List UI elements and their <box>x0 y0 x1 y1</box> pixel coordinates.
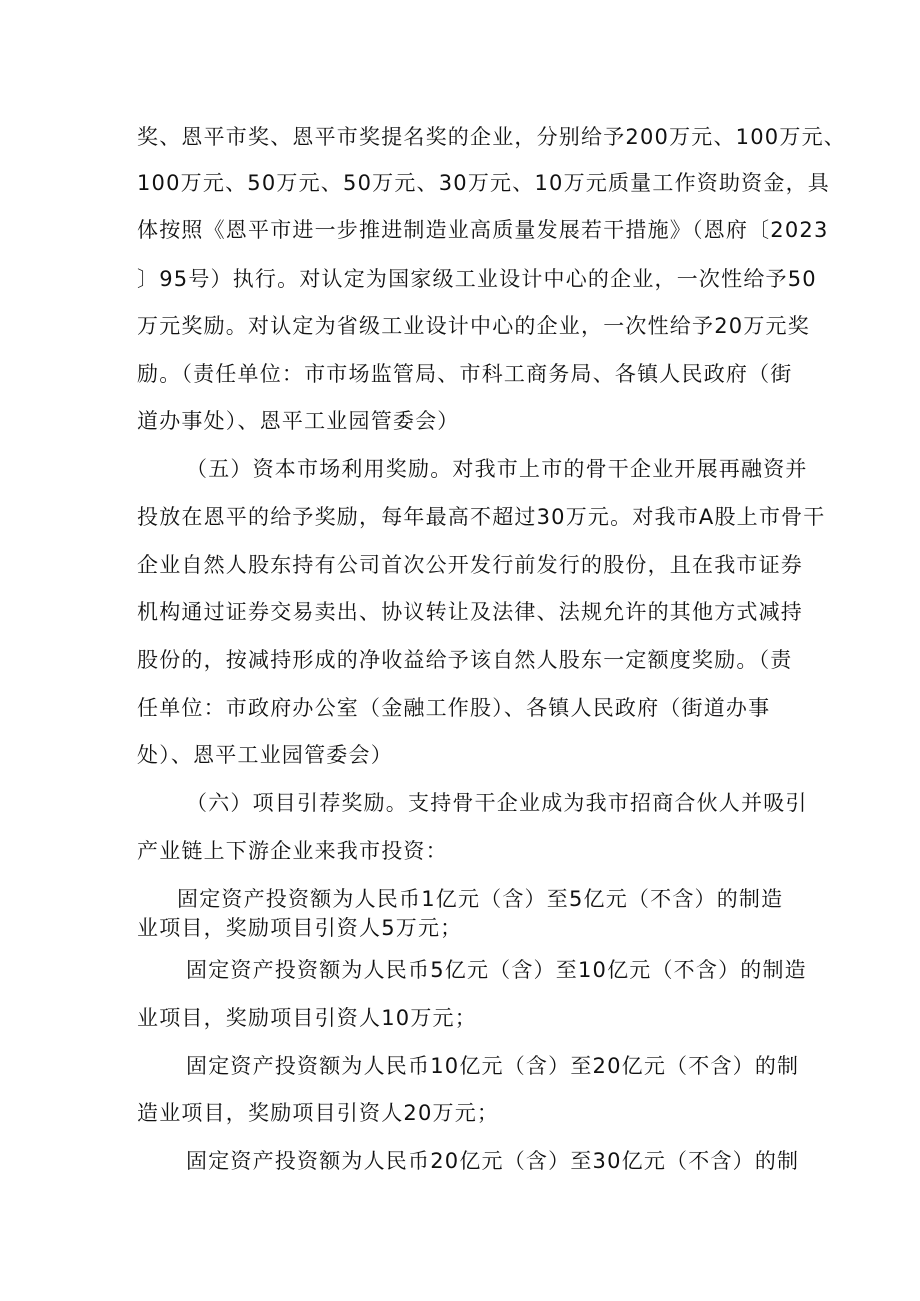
tier-item-1: 固定资产投资额为人民币1亿元（含）至5亿元（不含）的制造 <box>177 887 784 911</box>
text-line: 奖、恩平市奖、恩平市奖提名奖的企业，分别给予200万元、100万元、 <box>137 125 846 149</box>
text-line: 道办事处）、恩平工业园管委会） <box>137 409 460 433</box>
text-line: 〕95号）执行。对认定为国家级工业设计中心的企业，一次性给予50 <box>137 267 817 291</box>
text-line: 投放在恩平的给予奖励，每年最高不超过30万元。对我市A股上市骨干 <box>137 505 826 529</box>
tier-item-3: 固定资产投资额为人民币10亿元（含）至20亿元（不含）的制 <box>186 1054 800 1078</box>
text-line: 100万元、50万元、50万元、30万元、10万元质量工作资助资金，具 <box>137 171 830 195</box>
text-line: 业项目，奖励项目引资人5万元； <box>137 916 463 940</box>
text-line: 股份的，按减持形成的净收益给予该自然人股东一定额度奖励。（责 <box>137 648 793 672</box>
text-line: 处）、恩平工业园管委会） <box>137 743 393 767</box>
text-line: 企业自然人股东持有公司首次公开发行前发行的股份，且在我市证券 <box>137 553 803 577</box>
text-line: 体按照《恩平市进一步推进制造业高质量发展若干措施》（恩府〔2023 <box>137 218 829 242</box>
text-line: 产业链上下游企业来我市投资： <box>137 839 448 863</box>
text-line: 机构通过证券交易卖出、协议转让及法律、法规允许的其他方式减持 <box>137 600 803 624</box>
tier-item-2: 固定资产投资额为人民币5亿元（含）至10亿元（不含）的制造 <box>186 958 807 982</box>
text-line: 业项目，奖励项目引资人10万元； <box>137 1006 477 1030</box>
text-line: 万元奖励。对认定为省级工业设计中心的企业，一次性给予20万元奖 <box>137 314 810 338</box>
section-heading-6: （六）项目引荐奖励。支持骨干企业成为我市招商合伙人并吸引 <box>186 791 808 815</box>
tier-item-4: 固定资产投资额为人民币20亿元（含）至30亿元（不含）的制 <box>186 1149 800 1173</box>
text-line: 任单位：市政府办公室（金融工作股）、各镇人民政府（街道办事 <box>137 696 771 720</box>
text-line: 励。（责任单位：市市场监管局、市科工商务局、各镇人民政府（街 <box>137 362 793 386</box>
text-line: 造业项目，奖励项目引资人20万元； <box>137 1101 500 1125</box>
section-heading-5: （五）资本市场利用奖励。对我市上市的骨干企业开展再融资并 <box>186 457 808 481</box>
